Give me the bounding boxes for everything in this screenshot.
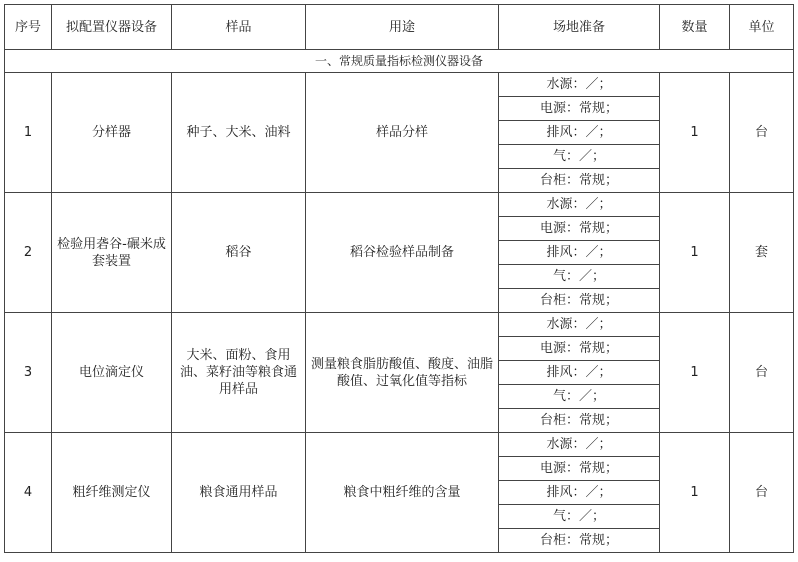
- row-sample: 粮食通用样品: [172, 433, 306, 553]
- site-cabinet: 台柜：常规；: [499, 529, 660, 553]
- table-row: [5, 433, 794, 457]
- row-use: 稻谷检验样品制备: [306, 193, 499, 313]
- site-gas: 气：／；: [499, 505, 660, 529]
- header-row: [5, 5, 794, 50]
- row-sample: 稻谷: [172, 193, 306, 313]
- row-unit: 台: [730, 73, 794, 193]
- table-row: [5, 313, 794, 337]
- site-gas: 气：／；: [499, 145, 660, 169]
- header-qty: 数量: [660, 5, 730, 50]
- site-gas: 气：／；: [499, 265, 660, 289]
- row-use: 样品分样: [306, 73, 499, 193]
- row-use: 粮食中粗纤维的含量: [306, 433, 499, 553]
- row-qty: 1: [660, 193, 730, 313]
- row-qty: 1: [660, 73, 730, 193]
- row-sample: 种子、大米、油料: [172, 73, 306, 193]
- site-water: 水源：／；: [499, 313, 660, 337]
- section-title: 一、常规质量指标检测仪器设备: [5, 50, 794, 73]
- site-water: 水源：／；: [499, 193, 660, 217]
- header-use: 用途: [306, 5, 499, 50]
- header-site: 场地准备: [499, 5, 660, 50]
- row-sample: 大米、面粉、食用油、菜籽油等粮食通用样品: [172, 313, 306, 433]
- site-water: 水源：／；: [499, 433, 660, 457]
- table-row: [5, 193, 794, 217]
- row-qty: 1: [660, 433, 730, 553]
- row-no: 2: [5, 193, 52, 313]
- equipment-table: [4, 4, 794, 553]
- row-unit: 台: [730, 313, 794, 433]
- site-exhaust: 排风：／；: [499, 481, 660, 505]
- row-device: 检验用砻谷-碾米成套装置: [52, 193, 172, 313]
- row-qty: 1: [660, 313, 730, 433]
- row-unit: 台: [730, 433, 794, 553]
- table-row: [5, 73, 794, 97]
- row-no: 4: [5, 433, 52, 553]
- site-power: 电源：常规；: [499, 97, 660, 121]
- header-no: 序号: [5, 5, 52, 50]
- site-exhaust: 排风：／；: [499, 241, 660, 265]
- site-power: 电源：常规；: [499, 457, 660, 481]
- row-device: 粗纤维测定仪: [52, 433, 172, 553]
- site-cabinet: 台柜：常规；: [499, 169, 660, 193]
- header-sample: 样品: [172, 5, 306, 50]
- row-unit: 套: [730, 193, 794, 313]
- row-no: 1: [5, 73, 52, 193]
- row-device: 分样器: [52, 73, 172, 193]
- row-device: 电位滴定仪: [52, 313, 172, 433]
- site-exhaust: 排风：／；: [499, 361, 660, 385]
- site-gas: 气：／；: [499, 385, 660, 409]
- site-power: 电源：常规；: [499, 337, 660, 361]
- site-cabinet: 台柜：常规；: [499, 289, 660, 313]
- header-device: 拟配置仪器设备: [52, 5, 172, 50]
- row-use: 测量粮食脂肪酸值、酸度、油脂酸值、过氧化值等指标: [306, 313, 499, 433]
- site-power: 电源：常规；: [499, 217, 660, 241]
- site-exhaust: 排风：／；: [499, 121, 660, 145]
- header-unit: 单位: [730, 5, 794, 50]
- site-water: 水源：／；: [499, 73, 660, 97]
- site-cabinet: 台柜：常规；: [499, 409, 660, 433]
- row-no: 3: [5, 313, 52, 433]
- section-row: [5, 50, 794, 73]
